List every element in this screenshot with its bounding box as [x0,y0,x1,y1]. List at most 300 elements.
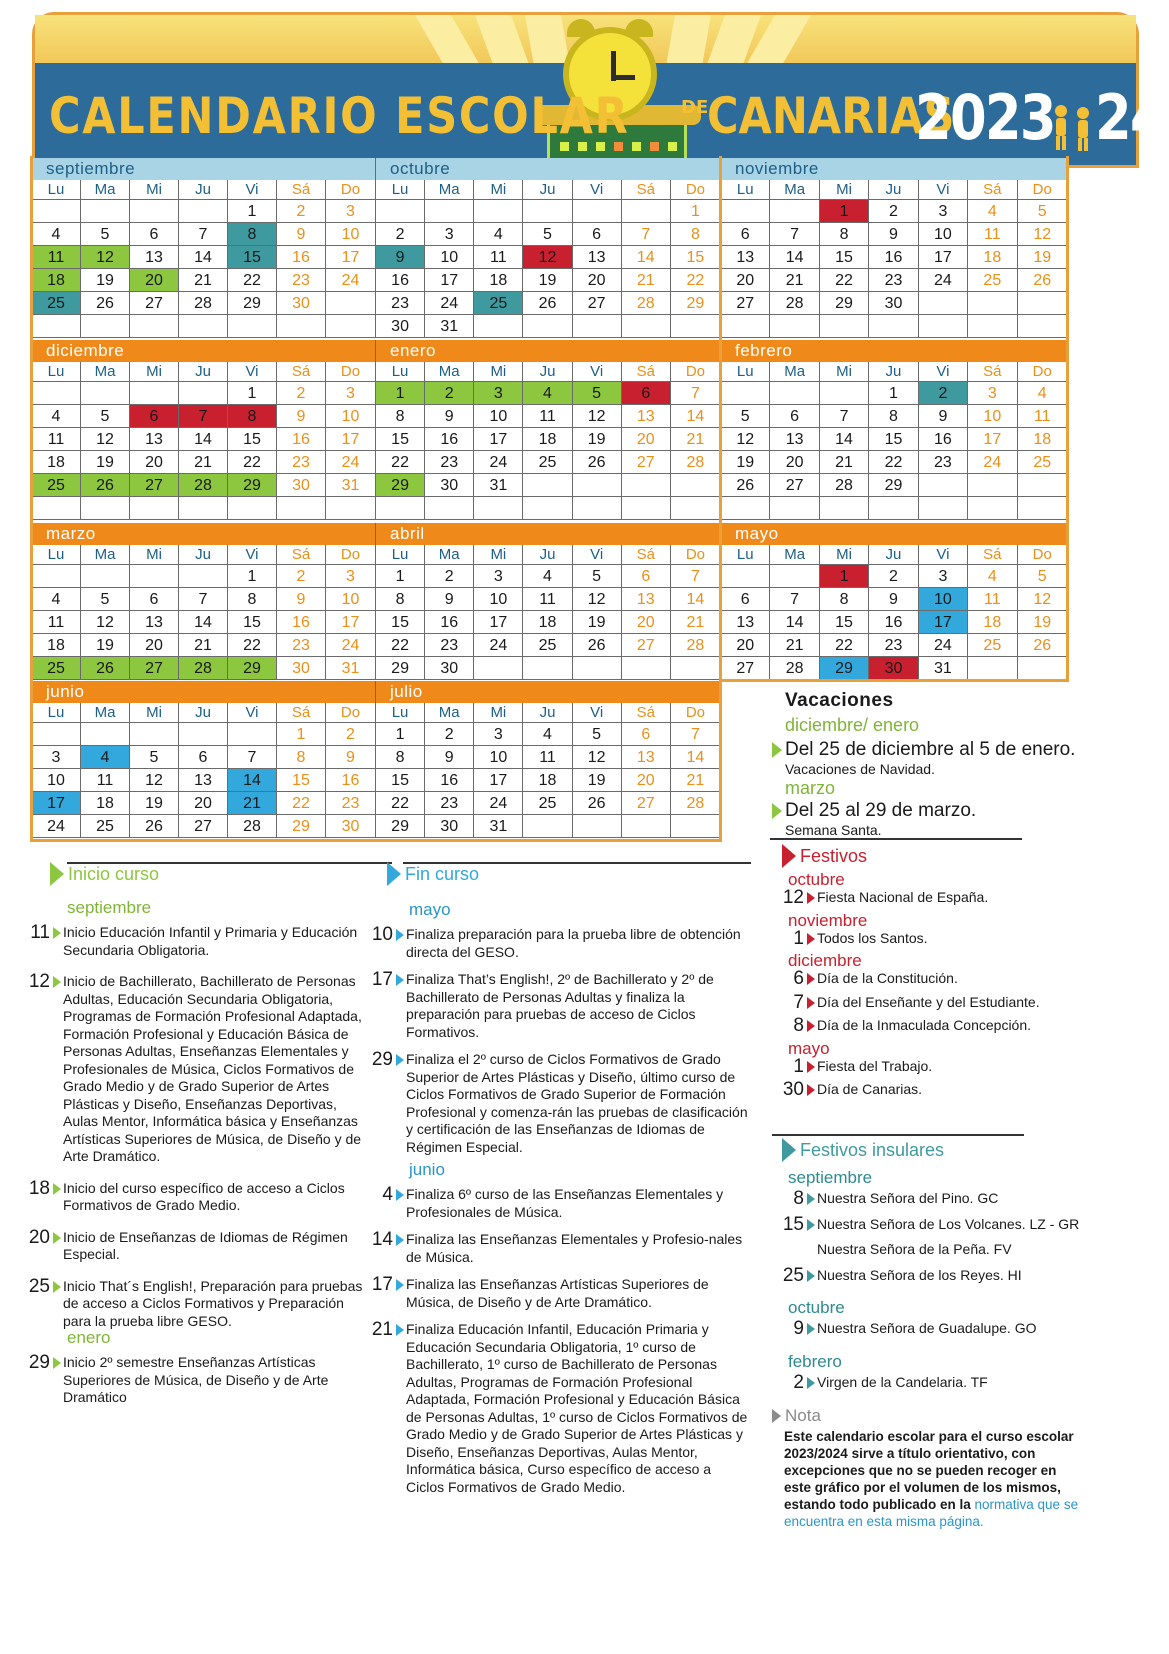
weekday-header [376,545,720,565]
month-subheading: noviembre [788,910,868,930]
empty-cell [179,315,228,337]
day-cell: 17 [341,249,360,266]
day-cell: 17 [919,246,968,268]
day-cell: 9 [346,749,355,766]
day-cell: 31 [919,657,968,679]
empty-cell [622,474,671,496]
day-cell: 27 [179,815,228,837]
day-cell: 23 [919,451,968,473]
day-cell: 23 [869,269,918,291]
day-cell: 17 [474,769,523,791]
play-arrow-icon [782,1138,796,1162]
day-cell: 24 [341,454,360,471]
calendar-entry [772,970,1082,988]
day-cell: 28 [686,795,705,812]
day-cell: 11 [32,611,81,633]
day-cell: 16 [425,611,474,633]
week-row [376,657,720,680]
day-cell: 4 [32,405,81,427]
day-cell: 29 [277,815,326,837]
empty-cell [326,292,375,314]
section-heading [387,862,479,886]
nota-text-b: sirve a título orientativo, con excepciones que no se pueden recoger en este gráfico por el volumen de los mismos, estando todo publicado en la [784,1446,1061,1512]
entry-text: Finaliza las Enseñanzas Artísticas Superiores de Música, de Diseño y de Arte Dramático. [406,1276,709,1310]
day-cell: 19 [523,269,572,291]
play-arrow-icon [807,1377,815,1389]
day-cell: 18 [523,769,572,791]
empty-cell [820,315,869,337]
empty-cell [326,497,375,519]
day-cell: 11 [474,246,523,268]
week-row [376,246,720,269]
calendar-entry [772,889,1082,907]
weekday-label: Sá [622,180,671,199]
day-cell: 7 [179,588,228,610]
day-cell: 15 [228,428,277,450]
day-cell: 25 [968,269,1017,291]
day-cell: 27 [622,634,671,656]
empty-cell [622,315,671,337]
entry-text: Inicio del curso específico de acceso a Ciclos Formativos de Grado Medio. [63,1179,345,1213]
day-cell: 19 [573,611,622,633]
day-cell: 21 [622,269,671,291]
day-cell: 13 [721,246,770,268]
day-cell: 28 [770,657,819,679]
vacaciones-text-1: Del 25 de diciembre al 5 de enero. [785,739,1076,760]
weekday-label: Sá [277,545,326,564]
day-cell: 7 [690,568,700,585]
day-cell: 21 [820,451,869,473]
weekday-label: Mi [820,180,869,199]
entry-text: Fiesta del Trabajo. [817,1057,933,1074]
week-row [376,746,720,769]
day-cell: 16 [919,428,968,450]
day-cell: 26 [573,634,622,656]
day-cell: 22 [820,634,869,656]
day-cell: 14 [622,246,671,268]
empty-cell [721,382,770,404]
day-cell: 28 [228,815,277,837]
day-cell: 30 [425,474,474,496]
weekday-label: Ma [81,180,130,199]
weekday-header [721,362,1067,382]
section-title: Inicio curso [68,863,160,884]
weekday-label: Vi [573,703,622,722]
empty-cell [869,497,918,519]
weekday-label: Ju [179,362,228,381]
day-cell: 9 [277,223,326,245]
day-cell: 31 [474,815,523,837]
weekday-label: Ma [425,703,474,722]
entry-text: Fiesta Nacional de España. [817,889,989,905]
day-cell: 19 [81,269,130,291]
day-cell: 28 [770,292,819,314]
day-cell: 30 [376,315,425,337]
play-arrow-icon [53,1357,61,1369]
section-title: Festivos insulares [800,1139,945,1160]
weekday-label: Lu [376,180,425,199]
day-cell: 23 [376,292,425,314]
day-cell: 27 [130,657,179,679]
vacaciones-period-1: diciembre/ enero [785,715,920,735]
day-cell: 25 [474,292,523,314]
entry-text: Finaliza las Enseñanzas Elementales y Profesio-nales de Música. [406,1231,743,1265]
day-cell: 3 [32,746,81,768]
empty-cell [277,315,326,337]
play-arrow-icon [53,927,61,939]
day-cell: 1 [820,565,869,587]
day-cell: 30 [425,657,474,679]
header-banner [32,12,1165,168]
day-cell: 26 [81,474,130,496]
day-cell: 5 [721,405,770,427]
day-cell: 2 [277,565,326,587]
month-diciembre [32,340,376,520]
day-cell: 14 [820,428,869,450]
empty-cell [474,497,523,519]
day-cell: 28 [686,454,705,471]
week-row [721,292,1067,315]
calendar-entry [22,1226,367,1264]
weekday-header [32,545,375,565]
play-arrow-icon [53,1232,61,1244]
play-arrow-icon [807,1061,815,1073]
play-arrow-icon [396,1054,404,1066]
day-cell: 7 [820,405,869,427]
day-cell: 16 [869,611,918,633]
calendar-entry [772,1213,1092,1235]
entry-text: Finaliza That’s English!, 2º de Bachillerato y 2º de Bachillerato de Personas Adultas y finaliza la preparación para pruebas de acceso de Ciclos Formativos. [406,971,714,1040]
week-row [376,315,720,338]
day-cell: 12 [523,246,572,268]
day-cell: 14 [179,246,228,268]
weekday-label: Mi [474,703,523,722]
day-cell: 18 [523,611,572,633]
day-cell: 14 [686,749,705,766]
entry-text: Inicio 2º semestre Enseñanzas Artísticas Superiores de Música, de Diseño y de Arte Dramático [63,1354,329,1405]
day-cell: 13 [179,769,228,791]
month-mayo [721,523,1067,680]
day-cell: 4 [523,382,572,404]
weekday-label: Mi [130,180,179,199]
empty-cell [622,815,671,837]
day-cell: 18 [32,634,81,656]
day-cell: 12 [81,246,130,268]
week-row [32,451,375,474]
day-cell: 30 [341,818,360,835]
weekday-label: Lu [376,703,425,722]
play-arrow-icon [53,1281,61,1293]
weekday-label: Ju [869,362,918,381]
day-cell: 25 [1033,454,1052,471]
vacaciones-text-2: Del 25 al 29 de marzo. [785,800,977,821]
play-arrow-icon [807,973,815,985]
day-cell: 16 [277,611,326,633]
week-row [376,474,720,497]
entry-day: 6 [793,968,804,989]
day-cell: 6 [770,405,819,427]
week-row [376,292,720,315]
weekday-label: Mi [820,362,869,381]
month-name: noviembre [721,158,1067,180]
day-cell: 13 [130,611,179,633]
day-cell: 21 [686,431,705,448]
day-cell: 1 [820,200,869,222]
calendar-entry [772,1264,1092,1286]
empty-cell [32,200,81,222]
day-cell: 15 [277,769,326,791]
day-cell: 4 [968,565,1017,587]
weekday-header [32,362,375,382]
section-heading [782,844,867,868]
empty-cell [376,497,425,519]
day-cell: 13 [721,611,770,633]
day-cell: 26 [81,292,130,314]
day-cell: 10 [474,588,523,610]
day-cell: 30 [277,657,326,679]
play-arrow-icon [53,976,61,988]
day-cell: 23 [277,634,326,656]
day-cell: 9 [425,746,474,768]
month-subheading: septiembre [788,1168,873,1187]
week-row [376,634,720,657]
day-cell: 3 [346,203,355,220]
entry-text: Inicio de Enseñanzas de Idiomas de Régimen Especial. [63,1228,348,1262]
week-row [32,746,375,769]
week-row [32,382,375,405]
empty-cell [820,382,869,404]
day-cell: 29 [228,292,277,314]
empty-cell [919,497,968,519]
entry-text: Inicio Educación Infantil y Primaria y Educación Secundaria Obligatoria. [63,924,358,958]
day-cell: 20 [130,269,179,291]
entry-day: 4 [382,1184,393,1205]
day-cell: 22 [376,634,425,656]
title-year-24: 24 [1095,81,1165,154]
entry-day: 17 [371,1274,393,1295]
empty-cell [130,382,179,404]
week-row [32,497,375,520]
week-row [32,634,375,657]
weekday-header [721,180,1067,200]
day-cell: 9 [425,588,474,610]
empty-cell [32,565,81,587]
month-octubre [376,158,721,338]
day-cell: 25 [32,292,81,314]
entry-day: 1 [793,927,804,949]
day-cell: 11 [523,405,572,427]
month-subheading: octubre [788,1298,845,1317]
calendar-entry [365,1276,760,1311]
empty-cell [820,497,869,519]
day-cell: 14 [686,591,705,608]
empty-cell [622,657,671,679]
empty-cell [1018,474,1067,496]
week-row [376,451,720,474]
calendar-entry [365,1321,760,1496]
day-cell: 9 [869,588,918,610]
day-cell: 22 [820,269,869,291]
day-cell: 24 [919,269,968,291]
empty-cell [770,565,819,587]
day-cell: 27 [130,474,179,496]
day-cell: 24 [425,292,474,314]
day-cell: 27 [721,292,770,314]
day-cell: 14 [770,246,819,268]
day-cell: 8 [228,223,277,245]
weekday-header [721,545,1067,565]
weekday-label: Ma [81,362,130,381]
day-cell: 10 [341,408,360,425]
day-cell: 19 [573,769,622,791]
day-cell: 27 [573,292,622,314]
month-name: mayo [721,523,1067,545]
empty-cell [721,315,770,337]
weekday-label: Mi [130,362,179,381]
empty-cell [671,497,720,519]
entry-text: Finaliza Educación Infantil, Educación Primaria y Educación Secundaria Obligatoria, 1º curso de Bachillerato, 1º curso de Bachillerato de Personas Adultas, Programas de Formación Profesional Adaptada, Formación Profesional y Educación Básica de Personas Adultas, 1º curso de Ciclos Formativos de Grado Medio y de Grado Superior de Artes Plásticas y Diseño, Enseñanzas Deportivas, Aulas Mentor, Informática básica, Curso específico de acceso a Ciclos Formativos de Grado Medio. [406,1321,748,1495]
empty-cell [523,200,572,222]
week-row [32,405,375,428]
month-name: diciembre [32,340,375,362]
day-cell: 11 [81,769,130,791]
section-title: Fin curso [405,863,480,884]
weekday-label: Lu [721,362,770,381]
entry-day: 7 [793,991,804,1013]
day-cell: 14 [770,611,819,633]
day-cell: 25 [81,815,130,837]
play-arrow-icon [807,892,815,904]
entry-day: 12 [782,887,804,908]
entry-day: 12 [28,971,50,992]
day-cell: 8 [690,226,700,243]
day-cell: 13 [622,588,671,610]
day-cell: 9 [277,405,326,427]
day-cell: 6 [622,382,671,404]
day-cell: 22 [228,451,277,473]
empty-cell [919,474,968,496]
day-cell: 13 [573,246,622,268]
day-cell: 30 [869,657,918,679]
empty-cell [721,497,770,519]
empty-cell [523,657,572,679]
day-cell: 15 [820,246,869,268]
day-cell: 5 [1037,568,1047,585]
day-cell: 10 [32,769,81,791]
day-cell: 3 [474,723,523,745]
empty-cell [1018,657,1067,679]
weekday-label: Vi [919,180,968,199]
empty-cell [326,315,375,337]
day-cell: 8 [820,223,869,245]
empty-cell [425,497,474,519]
day-cell: 12 [573,746,622,768]
weekday-label: Mi [130,703,179,722]
day-cell: 2 [277,200,326,222]
day-cell: 12 [573,405,622,427]
calendar-entry [365,926,760,961]
nota-year: 2023/2024 [784,1446,848,1461]
weekday-label: Lu [32,362,81,381]
entry-day: 2 [793,1371,804,1393]
day-cell: 15 [686,249,705,266]
day-cell: 25 [968,634,1017,656]
month-subheading: septiembre [67,898,152,917]
empty-cell [179,382,228,404]
normativa-link[interactable]: normativa que se encuentra en esta misma página. [784,1497,1079,1529]
section-heading [50,862,159,886]
day-cell: 18 [968,611,1017,633]
day-cell: 29 [820,292,869,314]
day-cell: 1 [869,382,918,404]
day-cell: 20 [622,769,671,791]
empty-cell [573,474,622,496]
week-row [32,769,375,792]
day-cell: 15 [376,611,425,633]
month-junio [32,681,376,838]
day-cell: 26 [573,792,622,814]
day-cell: 21 [686,614,705,631]
weekday-label: Ju [179,545,228,564]
day-cell: 6 [622,565,671,587]
day-cell: 1 [228,382,277,404]
weekday-label: Vi [573,545,622,564]
day-cell: 6 [721,223,770,245]
day-cell: 27 [721,657,770,679]
empty-cell [228,723,277,745]
week-row [32,815,375,838]
weekday-label: Ma [425,180,474,199]
day-cell: 5 [573,382,622,404]
day-cell: 21 [686,772,705,789]
day-cell: 4 [523,723,572,745]
empty-cell [32,315,81,337]
weekday-label: Do [685,546,705,563]
empty-cell [523,315,572,337]
month-name: julio [376,681,720,703]
title-de: DE [681,97,709,118]
empty-cell [81,497,130,519]
day-cell: 17 [32,792,81,814]
day-cell: 18 [968,246,1017,268]
weekday-label: Do [340,363,361,380]
day-cell: 8 [820,588,869,610]
day-cell: 27 [622,792,671,814]
weekday-label: Ju [179,180,228,199]
weekday-label: Sá [968,362,1017,381]
play-arrow-icon [807,1020,815,1032]
empty-cell [919,315,968,337]
day-cell: 3 [346,568,355,585]
weekday-label: Do [1032,546,1052,563]
day-cell: 7 [770,223,819,245]
day-cell: 26 [81,657,130,679]
day-cell: 16 [425,428,474,450]
day-cell: 3 [474,565,523,587]
day-cell: 28 [820,474,869,496]
day-cell: 11 [1033,408,1051,425]
day-cell: 6 [573,223,622,245]
entry-text: Día del Enseñante y del Estudiante. [817,993,1040,1010]
divider [772,1134,1024,1136]
entry-text: Día de Canarias. [817,1081,923,1097]
day-cell: 19 [1033,249,1052,266]
empty-cell [425,200,474,222]
day-cell: 18 [523,428,572,450]
day-cell: 5 [81,588,130,610]
day-cell: 22 [228,634,277,656]
day-cell: 31 [425,315,474,337]
